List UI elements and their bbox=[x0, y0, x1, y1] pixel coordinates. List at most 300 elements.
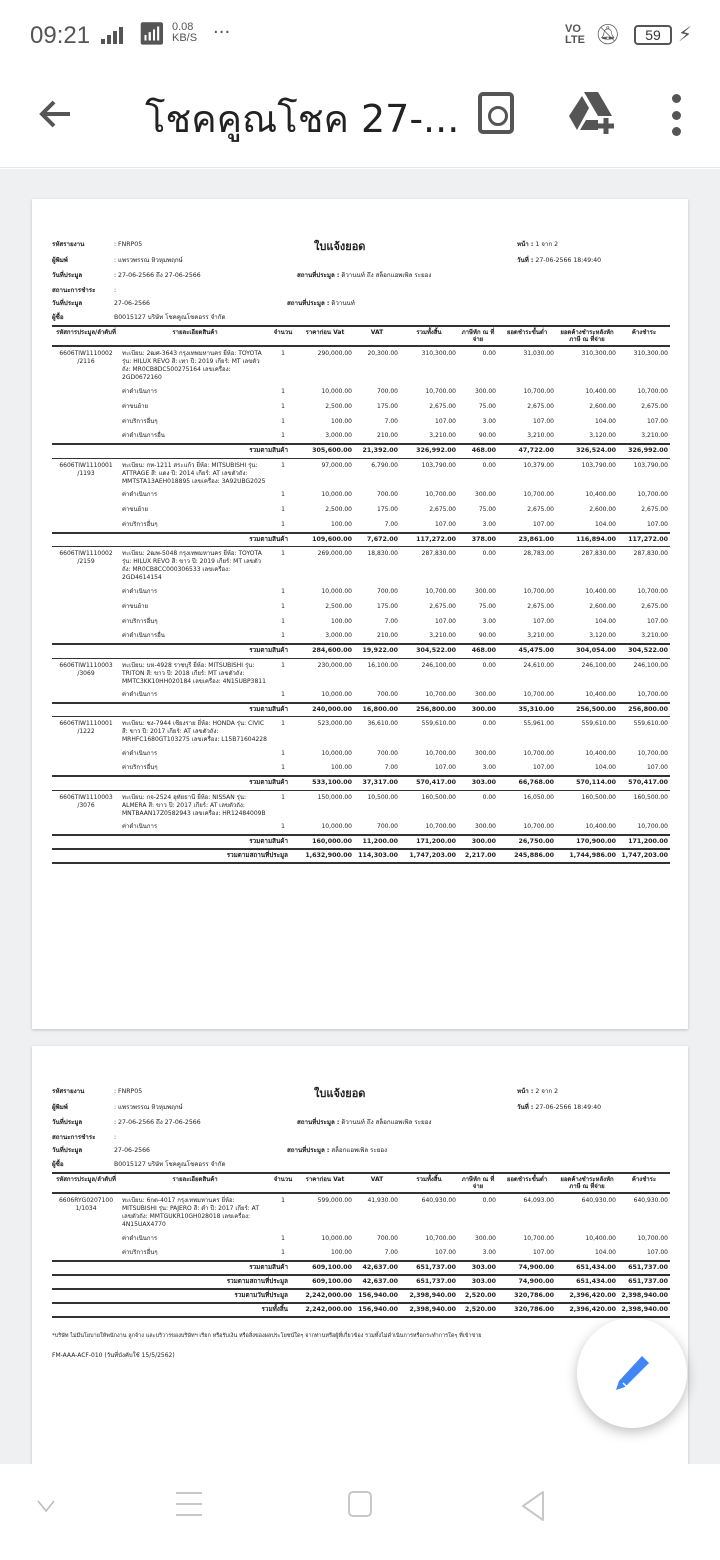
vehicle-description: ทะเบียน: 2ฒพ-5048 กรุงเทพมหานคร ยี่ห้อ: TOYOTA รุ่น: HILUX REVO สี: ขาว ปี: 2019 เกียร์: MT เลขตัวถัง: MR0CB8CC000306533 เลขเครื่อง: 2GD4614154 bbox=[122, 550, 262, 581]
cell-after-wht: 10,400.00 bbox=[585, 491, 616, 498]
column-header: รายละเอียดสินค้า bbox=[120, 326, 270, 346]
fee-name: ค่าดำเนินการอื่น bbox=[122, 632, 165, 639]
cell-vat: 41,930.00 bbox=[367, 1197, 398, 1204]
form-number: FM-AAA-ACF-010 (วันที่บังคับใช้ 15/5/2562) bbox=[52, 1352, 175, 1359]
cell-vat: 210.00 bbox=[377, 432, 398, 439]
table-row-fee bbox=[52, 614, 670, 629]
silent-bell-icon: 🔕︎ bbox=[595, 22, 621, 46]
cell-after-wht: 104.00 bbox=[595, 1249, 616, 1256]
cell-vat: 700.00 bbox=[377, 749, 398, 757]
recent-apps-icon bbox=[176, 1492, 202, 1494]
total-wht: 2,520.00 bbox=[458, 1303, 498, 1317]
subtotal-price: 240,000.00 bbox=[296, 703, 354, 717]
table-row-item-subtotal bbox=[52, 776, 670, 790]
page-number: หน้า : 2 จาก 2 bbox=[517, 1088, 559, 1095]
home-button[interactable] bbox=[348, 1491, 372, 1517]
cell-outstanding: 103,790.00 bbox=[633, 461, 668, 469]
cell-min-pay: 64,093.00 bbox=[523, 1197, 554, 1204]
cell-total: 10,700.00 bbox=[425, 587, 456, 595]
cell-vat: 18,830.00 bbox=[367, 550, 398, 557]
cell-price: 2,500.00 bbox=[325, 602, 352, 610]
subtotal-after-wht: 326,524.00 bbox=[556, 444, 618, 458]
cell-after-wht: 103,790.00 bbox=[581, 461, 616, 469]
subtotal-label: รวมตามสินค้า bbox=[120, 644, 296, 658]
add-to-drive-icon bbox=[568, 90, 618, 136]
cell-after-wht: 10,400.00 bbox=[585, 690, 616, 698]
table-row-item-subtotal bbox=[52, 444, 670, 458]
cell-total: 107.00 bbox=[435, 417, 456, 425]
cell-price: 10,000.00 bbox=[321, 1234, 352, 1242]
cell-wht: 0.00 bbox=[482, 350, 496, 357]
column-header: ยอดชำระขั้นต่ำ bbox=[498, 326, 556, 346]
cell-total: 160,500.00 bbox=[421, 793, 456, 801]
quantity: 1 bbox=[281, 617, 285, 625]
cell-after-wht: 2,600.00 bbox=[589, 402, 616, 410]
more-notifications-icon: ··· bbox=[213, 22, 231, 43]
cell-price: 100.00 bbox=[331, 764, 352, 771]
cell-price: 10,000.00 bbox=[321, 690, 352, 698]
cell-price: 10,000.00 bbox=[321, 491, 352, 498]
subtotal-total: 256,800.00 bbox=[400, 703, 458, 717]
auction-date-row: วันที่ประมูล 27-06-2566 bbox=[52, 300, 150, 307]
quantity: 1 bbox=[281, 461, 285, 469]
cell-wht: 300.00 bbox=[475, 690, 496, 698]
cell-after-wht: 10,400.00 bbox=[585, 749, 616, 757]
cell-wht: 0.00 bbox=[482, 793, 496, 801]
total-after-wht: 651,434.00 bbox=[556, 1275, 618, 1289]
recent-apps-button[interactable] bbox=[176, 1492, 202, 1516]
column-header: ค้างชำระ bbox=[618, 1173, 670, 1193]
cell-min-pay: 107.00 bbox=[533, 617, 554, 625]
table-row-total-per-day bbox=[52, 1289, 670, 1303]
volte-icon bbox=[565, 24, 585, 46]
cell-outstanding: 10,700.00 bbox=[637, 491, 668, 498]
cell-wht: 300.00 bbox=[475, 491, 496, 498]
table-row-fee bbox=[52, 599, 670, 614]
network-speed-value: 0.08 bbox=[172, 21, 194, 33]
cell-total: 310,300.00 bbox=[421, 350, 456, 357]
pdf-viewer[interactable] bbox=[0, 169, 720, 1464]
cell-vat: 175.00 bbox=[377, 506, 398, 513]
cell-outstanding: 10,700.00 bbox=[637, 387, 668, 395]
app-bar bbox=[0, 70, 720, 168]
cell-min-pay: 2,675.00 bbox=[527, 506, 554, 513]
cell-wht: 300.00 bbox=[475, 587, 496, 595]
cell-total: 3,210.00 bbox=[429, 432, 456, 439]
cell-outstanding: 107.00 bbox=[647, 520, 668, 528]
subtotal-wht: 378.00 bbox=[458, 533, 498, 547]
total-label: รวมตามวันที่ประมูล bbox=[120, 1289, 296, 1303]
document-heading: ใบแจ้งยอด bbox=[314, 240, 366, 253]
subtotal-wht: 303.00 bbox=[458, 776, 498, 790]
cell-wht: 75.00 bbox=[478, 602, 496, 610]
column-header: VAT bbox=[354, 1173, 400, 1193]
cell-wht: 90.00 bbox=[478, 432, 496, 439]
column-header: ค้างชำระ bbox=[618, 326, 670, 346]
table-row-fee bbox=[52, 518, 670, 533]
cell-price: 10,000.00 bbox=[321, 749, 352, 757]
cell-vat: 210.00 bbox=[377, 632, 398, 639]
cell-price: 290,000.00 bbox=[317, 350, 352, 357]
subtotal-vat: 16,800.00 bbox=[354, 703, 400, 717]
table-row-total-per-place bbox=[52, 849, 670, 863]
cell-min-pay: 24,610.00 bbox=[523, 661, 554, 669]
cell-wht: 0.00 bbox=[482, 550, 496, 557]
cell-total: 107.00 bbox=[435, 520, 456, 528]
fee-name: ค่าดำเนินการ bbox=[122, 1234, 158, 1242]
quantity: 1 bbox=[281, 661, 285, 669]
add-to-drive-button[interactable] bbox=[568, 90, 618, 136]
cell-total: 2,675.00 bbox=[429, 602, 456, 610]
cell-outstanding: 107.00 bbox=[647, 1249, 668, 1256]
cell-wht: 300.00 bbox=[475, 822, 496, 830]
fee-name: ค่าบริการอื่นๆ bbox=[122, 417, 158, 425]
quantity: 1 bbox=[281, 387, 285, 395]
auction-code: 6606RYG0207100 1/1034 bbox=[58, 1197, 114, 1212]
cell-total: 2,675.00 bbox=[429, 506, 456, 513]
table-row-vehicle bbox=[52, 346, 670, 384]
total-min-pay: 320,786.00 bbox=[498, 1303, 556, 1317]
subtotal-outstanding: 651,737.00 bbox=[618, 1261, 670, 1275]
total-after-wht: 1,744,986.00 bbox=[556, 849, 618, 863]
hide-nav-button[interactable] bbox=[36, 1494, 56, 1519]
subtotal-label: รวมตามสินค้า bbox=[120, 1261, 296, 1275]
quantity: 1 bbox=[281, 749, 285, 757]
cell-min-pay: 16,050.00 bbox=[523, 793, 554, 801]
subtotal-after-wht: 170,900.00 bbox=[556, 835, 618, 849]
subtotal-min-pay: 26,750.00 bbox=[498, 835, 556, 849]
cell-wht: 75.00 bbox=[478, 402, 496, 410]
quantity: 1 bbox=[281, 350, 285, 357]
cell-vat: 10,500.00 bbox=[367, 793, 398, 801]
column-header: จำนวน bbox=[270, 326, 296, 346]
vehicle-description: ทะเบียน: ชง-7944 เชียงราย ยี่ห้อ: HONDA รุ่น: CIVIC สี: ขาว ปี: 2017 เกียร์: AT เลขตัวถัง: MRHFC1680GT103275 เลขเครื่อง: L15B71604228 bbox=[122, 720, 267, 743]
cell-min-pay: 2,675.00 bbox=[527, 602, 554, 610]
cell-price: 269,000.00 bbox=[317, 550, 352, 557]
page-number: หน้า : 1 จาก 2 bbox=[517, 241, 559, 248]
subtotal-min-pay: 35,310.00 bbox=[498, 703, 556, 717]
volte-bottom: LTE bbox=[565, 34, 585, 46]
total-total: 2,398,940.00 bbox=[400, 1303, 458, 1317]
cell-after-wht: 559,610.00 bbox=[581, 720, 616, 727]
quantity: 1 bbox=[281, 1197, 285, 1204]
cell-after-wht: 104.00 bbox=[595, 617, 616, 625]
cell-vat: 175.00 bbox=[377, 402, 398, 410]
back-button[interactable] bbox=[34, 92, 78, 136]
cell-after-wht: 2,600.00 bbox=[589, 506, 616, 513]
auction-code: 6606TIW1110002 /2116 bbox=[59, 350, 113, 365]
subtotal-after-wht: 651,434.00 bbox=[556, 1261, 618, 1275]
subtotal-total: 304,522.00 bbox=[400, 644, 458, 658]
cell-vat: 16,100.00 bbox=[367, 661, 398, 669]
auction-code: 6606TIW1110003 /3076 bbox=[59, 793, 113, 809]
subtotal-after-wht: 570,114.00 bbox=[556, 776, 618, 790]
total-after-wht: 2,396,420.00 bbox=[556, 1303, 618, 1317]
quantity: 1 bbox=[281, 550, 285, 557]
total-price: 1,632,900.00 bbox=[296, 849, 354, 863]
subtotal-label: รวมตามสินค้า bbox=[120, 444, 296, 458]
subtotal-min-pay: 66,768.00 bbox=[498, 776, 556, 790]
cell-vat: 7.00 bbox=[384, 520, 398, 528]
column-header: รวมทั้งสิ้น bbox=[400, 326, 458, 346]
total-min-pay: 320,786.00 bbox=[498, 1289, 556, 1303]
cell-min-pay: 31,030.00 bbox=[523, 350, 554, 357]
fee-name: ค่าดำเนินการ bbox=[122, 387, 158, 395]
cell-min-pay: 10,700.00 bbox=[523, 491, 554, 498]
subtotal-min-pay: 74,900.00 bbox=[498, 1261, 556, 1275]
subtotal-total: 326,992.00 bbox=[400, 444, 458, 458]
cell-total: 10,700.00 bbox=[425, 749, 456, 757]
fee-name: ค่าดำเนินการอื่น bbox=[122, 432, 165, 439]
table-row-fee bbox=[52, 761, 670, 776]
cell-min-pay: 10,700.00 bbox=[523, 749, 554, 757]
cell-min-pay: 10,700.00 bbox=[523, 1234, 554, 1242]
cell-price: 100.00 bbox=[331, 520, 352, 528]
table-row-vehicle bbox=[52, 458, 670, 488]
cell-min-pay: 2,675.00 bbox=[527, 402, 554, 410]
edit-fab-button[interactable] bbox=[577, 1318, 687, 1428]
column-header: รหัสการประมูล/ลำดับที่ bbox=[52, 1173, 120, 1193]
printer-row: ผู้พิมพ์ : แพรวพรรณ หิวหุมพฤกษ์ bbox=[52, 1104, 183, 1111]
vehicle-description: ทะเบียน: กจ-2524 อุทัยธานี ยี่ห้อ: NISSAN รุ่น: ALMERA สี: ขาว ปี: 2017 เกียร์: AT เลขตัวถัง: MNTBAAN17Z0582943 เลขเครื่อง: HR12484009B bbox=[122, 793, 266, 817]
cell-price: 2,500.00 bbox=[325, 402, 352, 410]
cell-wht: 3.00 bbox=[482, 520, 496, 528]
cell-outstanding: 3,210.00 bbox=[641, 432, 668, 439]
document-title: โชคคูณโชค 27-... bbox=[145, 97, 460, 141]
cell-outstanding: 107.00 bbox=[647, 617, 668, 625]
subtotal-outstanding: 326,992.00 bbox=[618, 444, 670, 458]
quantity: 1 bbox=[281, 793, 285, 801]
document-heading: ใบแจ้งยอด bbox=[314, 1087, 366, 1100]
total-wht: 2,217.00 bbox=[458, 849, 498, 863]
total-price: 609,100.00 bbox=[296, 1275, 354, 1289]
cell-min-pay: 10,700.00 bbox=[523, 387, 554, 395]
total-total: 1,747,203.00 bbox=[400, 849, 458, 863]
total-outstanding: 2,398,940.00 bbox=[618, 1289, 670, 1303]
cell-min-pay: 107.00 bbox=[533, 520, 554, 528]
system-back-button[interactable] bbox=[520, 1490, 546, 1526]
cell-vat: 36,610.00 bbox=[367, 720, 398, 727]
cell-min-pay: 3,210.00 bbox=[527, 632, 554, 639]
payment-status-row: สถานะการชำระ : bbox=[52, 287, 117, 294]
subtotal-price: 109,600.00 bbox=[296, 533, 354, 547]
quantity: 1 bbox=[281, 587, 285, 595]
subtotal-label: รวมตามสินค้า bbox=[120, 835, 296, 849]
subtotal-vat: 42,637.00 bbox=[354, 1261, 400, 1275]
subtotal-outstanding: 570,417.00 bbox=[618, 776, 670, 790]
cell-price: 100.00 bbox=[331, 1249, 352, 1256]
report-code-row: รหัสรายงาน : FNRP05 bbox=[52, 241, 143, 248]
back-arrow-icon bbox=[34, 92, 78, 136]
column-header: รายละเอียดสินค้า bbox=[120, 1173, 270, 1193]
total-total: 651,737.00 bbox=[400, 1275, 458, 1289]
place-range-row: สถานที่ประมูล : ดิวานนท์ ถึง สล็อกแอพเพิล ระยอง bbox=[297, 272, 432, 279]
table-row-fee bbox=[52, 688, 670, 703]
cell-vat: 700.00 bbox=[377, 690, 398, 698]
cell-min-pay: 107.00 bbox=[533, 1249, 554, 1256]
subtotal-wht: 300.00 bbox=[458, 835, 498, 849]
quantity: 1 bbox=[281, 720, 285, 727]
quantity: 1 bbox=[281, 520, 285, 528]
table-row-fee bbox=[52, 746, 670, 761]
cell-wht: 3.00 bbox=[482, 617, 496, 625]
fee-name: ค่าขนย้าย bbox=[122, 506, 148, 513]
table-row-item-subtotal bbox=[52, 644, 670, 658]
place-range-row: สถานที่ประมูล : ดิวานนท์ ถึง สล็อกแอพเพิล ระยอง bbox=[297, 1119, 432, 1126]
cell-total: 287,830.00 bbox=[421, 550, 456, 557]
total-wht: 2,520.00 bbox=[458, 1289, 498, 1303]
table-row-fee bbox=[52, 399, 670, 414]
subtotal-outstanding: 304,522.00 bbox=[618, 644, 670, 658]
total-after-wht: 2,396,420.00 bbox=[556, 1289, 618, 1303]
column-header: ภาษีหัก ณ ที่จ่าย bbox=[458, 326, 498, 346]
cell-price: 100.00 bbox=[331, 417, 352, 425]
cell-vat: 700.00 bbox=[377, 491, 398, 498]
cell-vat: 7.00 bbox=[384, 617, 398, 625]
cell-total: 10,700.00 bbox=[425, 387, 456, 395]
quantity: 1 bbox=[281, 822, 285, 830]
cell-price: 10,000.00 bbox=[321, 587, 352, 595]
subtotal-total: 651,737.00 bbox=[400, 1261, 458, 1275]
back-triangle-icon bbox=[520, 1490, 546, 1522]
cell-price: 100.00 bbox=[331, 617, 352, 625]
place-row: สถานที่ประมูล : ดิวานนท์ bbox=[287, 300, 355, 307]
subtotal-price: 533,100.00 bbox=[296, 776, 354, 790]
network-speed bbox=[172, 22, 197, 44]
cell-total: 103,790.00 bbox=[421, 461, 456, 469]
clock: 09:21 bbox=[30, 22, 91, 49]
subtotal-label: รวมตามสินค้า bbox=[120, 776, 296, 790]
more-vert-icon bbox=[672, 94, 681, 103]
quantity: 1 bbox=[281, 402, 285, 410]
table-row-fee bbox=[52, 1246, 670, 1261]
more-options-button[interactable] bbox=[664, 94, 688, 136]
statement-table bbox=[52, 1172, 670, 1318]
cell-vat: 7.00 bbox=[384, 1249, 398, 1256]
cell-after-wht: 310,300.00 bbox=[581, 350, 616, 357]
cell-after-wht: 3,120.00 bbox=[589, 432, 616, 439]
subtotal-wht: 303.00 bbox=[458, 1261, 498, 1275]
quantity: 1 bbox=[281, 506, 285, 513]
cell-outstanding: 2,675.00 bbox=[641, 402, 668, 410]
total-label: รวมตามสถานที่ประมูล bbox=[120, 1275, 296, 1289]
column-header: VAT bbox=[354, 326, 400, 346]
cell-price: 150,000.00 bbox=[317, 793, 352, 801]
total-total: 2,398,940.00 bbox=[400, 1289, 458, 1303]
subtotal-label: รวมตามสินค้า bbox=[120, 533, 296, 547]
auction-code: 6606TIW1110003 /3069 bbox=[59, 661, 113, 677]
subtotal-outstanding: 256,800.00 bbox=[618, 703, 670, 717]
cell-min-pay: 3,210.00 bbox=[527, 432, 554, 439]
cell-price: 523,000.00 bbox=[317, 720, 352, 727]
cell-outstanding: 2,675.00 bbox=[641, 602, 668, 610]
network-speed-unit: KB/S bbox=[172, 32, 198, 44]
cell-outstanding: 107.00 bbox=[647, 764, 668, 771]
cell-wht: 3.00 bbox=[482, 764, 496, 771]
cell-wht: 0.00 bbox=[482, 720, 496, 727]
vehicle-description: ทะเบียน: 2ฒศ-3643 กรุงเทพมหานคร ยี่ห้อ: TOYOTA รุ่น: HILUX REVO สี: เทา ปี: 2019 เกียร์: MT เลขตัวถัง: MR0CB8DC500275164 เลขเครื่อง: 2GD0672160 bbox=[122, 350, 262, 381]
cell-outstanding: 310,300.00 bbox=[633, 350, 668, 357]
cell-after-wht: 160,500.00 bbox=[581, 793, 616, 801]
fee-name: ค่าบริการอื่นๆ bbox=[122, 617, 158, 625]
subtotal-after-wht: 116,894.00 bbox=[556, 533, 618, 547]
fee-name: ค่าดำเนินการ bbox=[122, 690, 158, 698]
statement-table bbox=[52, 325, 670, 864]
cell-outstanding: 10,700.00 bbox=[637, 587, 668, 595]
cell-wht: 300.00 bbox=[475, 1234, 496, 1242]
report-code-row: รหัสรายงาน : FNRP05 bbox=[52, 1088, 143, 1095]
quantity: 1 bbox=[281, 764, 285, 771]
cell-vat: 20,300.00 bbox=[367, 350, 398, 357]
subtotal-vat: 19,922.00 bbox=[354, 644, 400, 658]
quantity: 1 bbox=[281, 602, 285, 610]
cell-outstanding: 559,610.00 bbox=[633, 720, 668, 727]
table-row-total-per-place bbox=[52, 1275, 670, 1289]
battery-icon: 59 bbox=[634, 25, 672, 45]
cell-vat: 700.00 bbox=[377, 822, 398, 830]
auction-code: 6606TIW1110002 /2159 bbox=[59, 550, 113, 565]
cell-after-wht: 3,120.00 bbox=[589, 632, 616, 639]
cell-min-pay: 10,700.00 bbox=[523, 587, 554, 595]
quantity: 1 bbox=[281, 417, 285, 425]
cell-min-pay: 10,700.00 bbox=[523, 690, 554, 698]
table-row-fee bbox=[52, 1231, 670, 1246]
subtotal-wht: 468.00 bbox=[458, 644, 498, 658]
subtotal-vat: 11,200.00 bbox=[354, 835, 400, 849]
table-row-vehicle bbox=[52, 547, 670, 585]
fee-name: ค่าดำเนินการ bbox=[122, 822, 158, 830]
cell-min-pay: 10,700.00 bbox=[523, 822, 554, 830]
auction-code: 6606TIW1110001 /1222 bbox=[59, 720, 113, 735]
pdf-page-2 bbox=[32, 1046, 688, 1476]
cell-vat: 7.00 bbox=[384, 417, 398, 425]
cell-price: 2,500.00 bbox=[325, 506, 352, 513]
search-in-document-button[interactable] bbox=[478, 92, 514, 134]
cell-after-wht: 104.00 bbox=[595, 764, 616, 771]
cell-vat: 700.00 bbox=[377, 587, 398, 595]
signal-icon bbox=[101, 28, 123, 44]
table-row-fee bbox=[52, 629, 670, 644]
total-outstanding: 2,398,940.00 bbox=[618, 1303, 670, 1317]
edit-pencil-icon bbox=[612, 1353, 652, 1393]
total-outstanding: 651,737.00 bbox=[618, 1275, 670, 1289]
cell-outstanding: 2,675.00 bbox=[641, 506, 668, 513]
total-outstanding: 1,747,203.00 bbox=[618, 849, 670, 863]
total-min-pay: 74,900.00 bbox=[498, 1275, 556, 1289]
subtotal-wht: 300.00 bbox=[458, 703, 498, 717]
subtotal-outstanding: 117,272.00 bbox=[618, 533, 670, 547]
cell-wht: 75.00 bbox=[478, 506, 496, 513]
buyer-row: ผู้ซื้อ B0015127 บริษัท โชคคูณโชคอรร จำกัด bbox=[52, 1161, 226, 1168]
cell-price: 10,000.00 bbox=[321, 387, 352, 395]
table-row-fee bbox=[52, 503, 670, 518]
auction-date-row: วันที่ประมูล 27-06-2566 bbox=[52, 1147, 150, 1154]
table-row-fee bbox=[52, 820, 670, 835]
total-wht: 303.00 bbox=[458, 1275, 498, 1289]
table-row-total-grand bbox=[52, 1303, 670, 1317]
cell-after-wht: 10,400.00 bbox=[585, 587, 616, 595]
cell-total: 10,700.00 bbox=[425, 1234, 456, 1242]
printer-row: ผู้พิมพ์ : แพรวพรรณ หิวหุมพฤกษ์ bbox=[52, 257, 183, 264]
cell-total: 10,700.00 bbox=[425, 822, 456, 830]
cell-price: 3,000.00 bbox=[325, 632, 352, 639]
auction-code: 6606TIW1110001 /1193 bbox=[59, 461, 113, 477]
cell-wht: 3.00 bbox=[482, 1249, 496, 1256]
quantity: 1 bbox=[281, 491, 285, 498]
column-header: รวมทั้งสิ้น bbox=[400, 1173, 458, 1193]
subtotal-total: 570,417.00 bbox=[400, 776, 458, 790]
cell-after-wht: 246,100.00 bbox=[581, 661, 616, 669]
